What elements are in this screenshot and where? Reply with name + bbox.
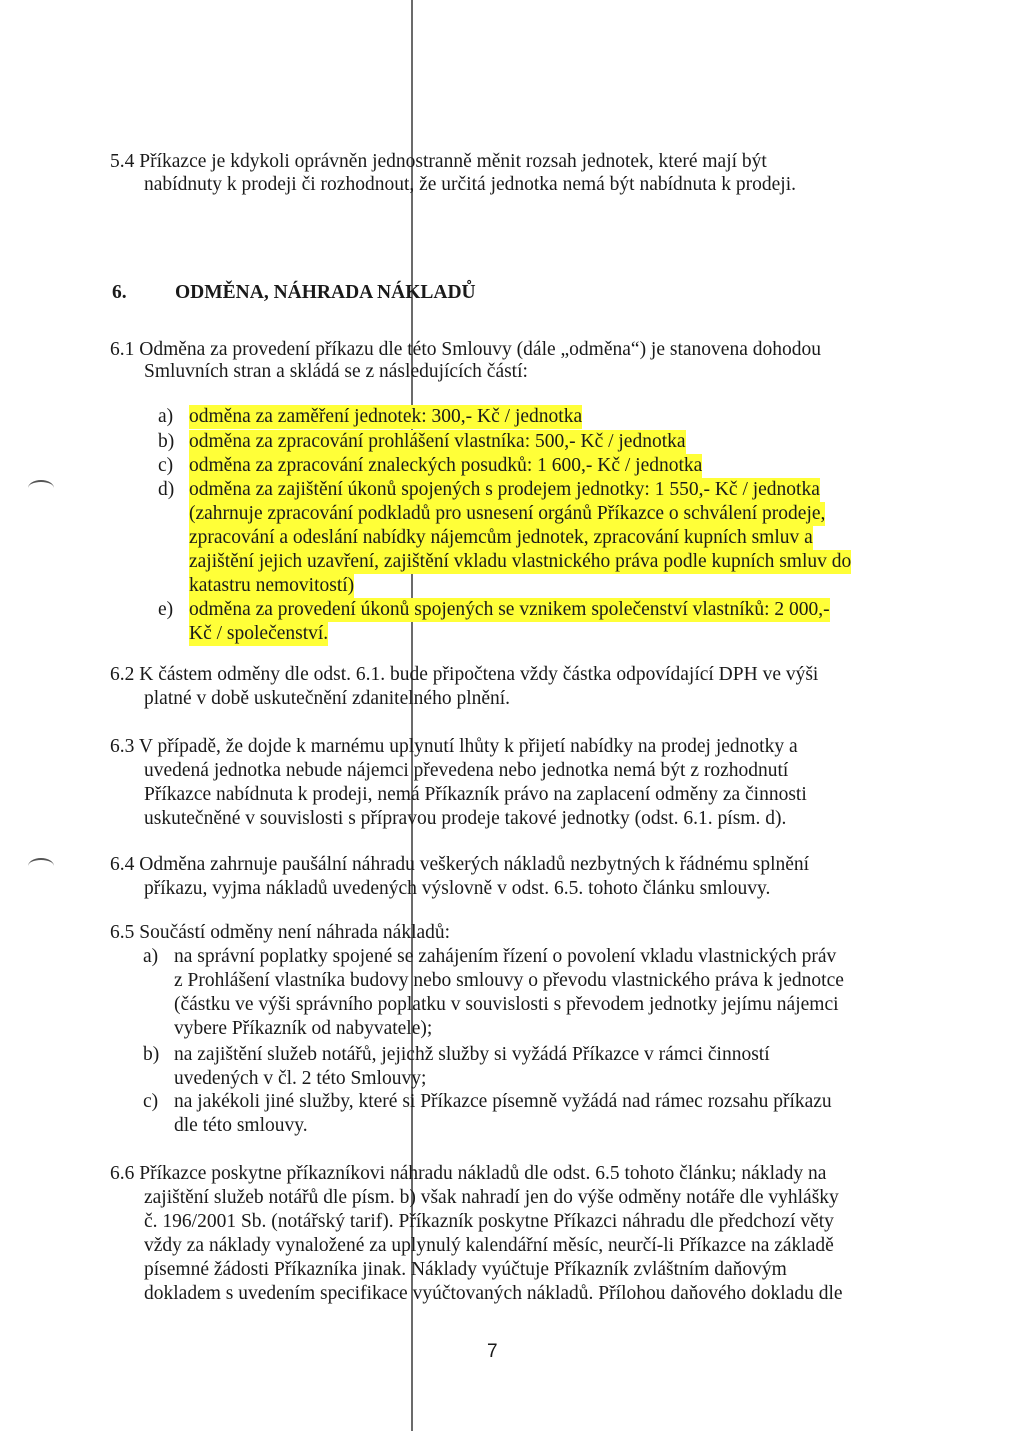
list-marker: a) (143, 946, 159, 967)
highlighted-list-item: Kč / společenství. (189, 623, 329, 644)
paragraph-6-3-line: uvedená jednotka nebude nájemci převedena nebo jednotka nemá být z rozhodnutí (144, 760, 789, 781)
list-marker: b) (158, 431, 175, 452)
paragraph-6-2-line: 6.2 K částem odměny dle odst. 6.1. bude připočtena vždy částka odpovídající DPH ve výši (110, 664, 819, 685)
list-item-line: uvedených v čl. 2 této Smlouvy; (174, 1068, 427, 1089)
section-title: ODMĚNA, NÁHRADA NÁKLADŮ (175, 282, 476, 303)
paragraph-6-5-line: 6.5 Součástí odměny není náhrada nákladů: (110, 922, 451, 943)
paragraph-6-6-line: dokladem s uvedením specifikace vyúčtovaných nákladů. Přílohou daňového dokladu dle (144, 1283, 843, 1304)
highlighted-list-item: katastru nemovitostí) (189, 575, 355, 596)
paragraph-6-1-line: 6.1 Odměna za provedení příkazu dle této Smlouvy (dále „odměna“) je stanovena dohodou (110, 339, 821, 360)
list-item-line: z Prohlášení vlastníka budovy nebo smlouvy o převodu vlastnického práva k jednotce (174, 970, 844, 991)
list-marker: c) (158, 455, 174, 476)
highlighted-list-item: odměna za zaměření jednotek: 300,- Kč / jednotka (189, 406, 583, 427)
paragraph-6-6-line: písemné žádosti Příkazníka jinak. Náklady vyúčtuje Příkazník zvláštním daňovým (144, 1259, 787, 1280)
paragraph-6-3-line: Příkazce nabídnuta k prodeji, nemá Příkazník právo na zaplacení odměny za činnosti (144, 784, 807, 805)
highlighted-list-item: (zahrnuje zpracování podkladů pro usnesení orgánů Příkazce o schválení prodeje, (189, 503, 826, 524)
paragraph-6-4-line: příkazu, vyjma nákladů uvedených výslovně v odst. 6.5. tohoto článku smlouvy. (144, 878, 771, 899)
paragraph-6-3-line: uskutečněné v souvislosti s přípravou prodeje takové jednotky (odst. 6.1. písm. d). (144, 808, 787, 829)
highlighted-list-item: odměna za zpracování znaleckých posudků: 1 600,- Kč / jednotka (189, 455, 703, 476)
list-item-line: na zajištění služeb notářů, jejichž služby si vyžádá Příkazce v rámci činností (174, 1044, 770, 1065)
list-marker: a) (158, 406, 174, 427)
punch-hole-mark (28, 480, 54, 496)
paragraph-6-3-line: 6.3 V případě, že dojde k marnému uplynutí lhůty k přijetí nabídky na prodej jednotky a (110, 736, 798, 757)
paragraph-6-2-line: platné v době uskutečnění zdanitelného plnění. (144, 688, 511, 709)
paragraph-6-6-line: 6.6 Příkazce poskytne příkazníkovi náhradu nákladů dle odst. 6.5 tohoto článku; náklady na (110, 1163, 827, 1184)
paragraph-6-6-line: zajištění služeb notářů dle písm. b) však nahradí jen do výše odměny notáře dle vyhlášky (144, 1187, 839, 1208)
list-marker: c) (143, 1091, 159, 1112)
list-item-line: (částku ve výši správního poplatku v souvislosti s převodem jednotky jejímu nájemci (174, 994, 839, 1015)
page-number: 7 (487, 1341, 498, 1362)
paragraph-5-4-line: 5.4 Příkazce je kdykoli oprávněn jednostranně měnit rozsah jednotek, které mají být (110, 151, 767, 172)
list-marker: b) (143, 1044, 160, 1065)
highlighted-list-item: odměna za zajištění úkonů spojených s prodejem jednotky: 1 550,- Kč / jednotka (189, 479, 820, 500)
section-number: 6. (112, 282, 127, 303)
highlighted-list-item: odměna za zpracování prohlášení vlastníka: 500,- Kč / jednotka (189, 431, 686, 452)
paragraph-6-4-line: 6.4 Odměna zahrnuje paušální náhradu veškerých nákladů nezbytných k řádnému splnění (110, 854, 810, 875)
punch-hole-mark (28, 858, 54, 874)
list-marker: d) (158, 479, 175, 500)
list-item-line: na správní poplatky spojené se zahájením řízení o povolení vkladu vlastnických práv (174, 946, 837, 967)
list-item-line: vybere Příkazník od nabyvatele); (174, 1018, 433, 1039)
list-item-line: dle této smlouvy. (174, 1115, 308, 1136)
paragraph-6-6-line: vždy za náklady vynaložené za uplynulý kalendářní měsíc, neurčí-li Příkazce na základě (144, 1235, 834, 1256)
highlighted-list-item: zajištění jejich uzavření, zajištění vkladu vlastnického práva podle kupních smluv do (189, 551, 852, 572)
highlighted-list-item: zpracování a odeslání nabídky nájemcům jednotek, zpracování kupních smluv a (189, 527, 813, 548)
list-marker: e) (158, 599, 174, 620)
paragraph-6-6-line: č. 196/2001 Sb. (notářský tarif). Příkazník poskytne Příkazci náhradu dle předchozí věty (144, 1211, 834, 1232)
paragraph-6-1-line: Smluvních stran a skládá se z následujících částí: (144, 361, 528, 382)
paragraph-5-4-line: nabídnuty k prodeji či rozhodnout, že určitá jednotka nemá být nabídnuta k prodeji. (144, 174, 796, 195)
highlighted-list-item: odměna za provedení úkonů spojených se vznikem společenství vlastníků: 2 000,- (189, 599, 830, 620)
list-item-line: na jakékoli jiné služby, které si Příkazce písemně vyžádá nad rámec rozsahu příkazu (174, 1091, 832, 1112)
